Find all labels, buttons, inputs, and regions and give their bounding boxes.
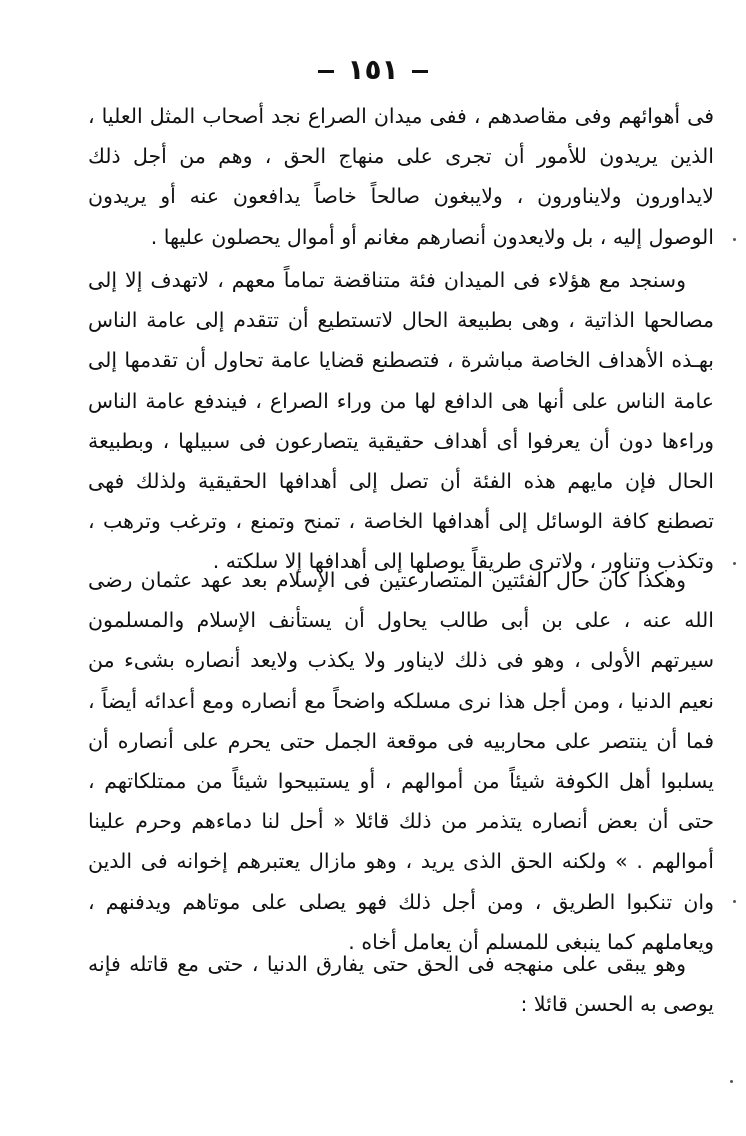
scan-speck xyxy=(733,562,736,565)
scan-speck xyxy=(733,238,736,241)
header-dash-right xyxy=(412,70,428,73)
page-number-header xyxy=(0,50,746,90)
scan-speck xyxy=(733,900,736,903)
scan-speck xyxy=(730,1080,733,1083)
header-dash-left xyxy=(318,70,334,73)
paragraph-text: وهكذا كان حال الفئتين المتصارعتين فى الإسلام بعد عهد عثمان رضى الله عنه ، على بن أبى طالب يحاول أن يستأنف الإسلام والمسلمون سيرتهم الأولى ، وهو فى ذلك لايناور ولا يكذب ولايعد أنصاره بشىء من نعيم الدنيا ، ومن أجل هذا نرى مسلكه واضحاً مع أنصاره ومع أعدائه أيضاً ، فما أن ينتصر على محاربيه فى موقعة الجمل حتى يحرم على أنصاره أن يسلبوا أهل الكوفة شيئاً من أموالهم ، أو يستبيحوا شيئاً من ممتلكاتهم ، حتى أن بعض أنصاره يتذمر من ذلك قائلا « أحل لنا دماءهم وحرم علينا أموالهم . » ولكنه الحق الذى يريد ، وهو مازال يعتبرهم إخوانه فى الدين وان تنكبوا الطريق ، ومن أجل ذلك فهو يصلى على موتاهم ويدفنهم ، ويعاملهم كما ينبغى للمسلم أن يعامل أخاه . xyxy=(88,568,714,954)
paragraph-2 xyxy=(88,260,714,582)
page-number: ١٥١ xyxy=(347,53,399,86)
paragraph-text: وسنجد مع هؤلاء فى الميدان فئة متناقضة تماماً معهم ، لاتهدف إلا إلى مصالحها الذاتية ، وهى بطبيعة الحال لاتستطيع أن تتقدم إلى عامة الناس بهـذه الأهداف الخاصة مباشرة ، فتصطنع قضايا عامة تحاول أن تقدمها إلى عامة الناس على أنها هى الدافع لها من وراء الصراع ، فيندفع عامة الناس وراءها دون أن يعرفوا أى أهداف حقيقية يتصارعون فى سبيلها ، وبطبيعة الحال فإن مايهم هذه الفئة أن تصل إلى أهدافها الحقيقية ولذلك فهى تصطنع كافة الوسائل إلى أهدافها الخاصة ، تمنح وتمنع ، وترغب وترهب ، وتكذب وتناور ، ولاترى طريقاً يوصلها إلى أهدافها إلا سلكته . xyxy=(88,268,714,574)
paragraph-3 xyxy=(88,560,714,962)
paragraph-1 xyxy=(88,96,714,257)
paragraph-4 xyxy=(88,944,714,1024)
paragraph-text: وهو يبقى على منهجه فى الحق حتى يفارق الدنيا ، حتى مع قاتله فإنه يوصى به الحسن قائلا : xyxy=(88,952,714,1017)
paragraph-text: فى أهوائهم وفى مقاصدهم ، ففى ميدان الصراع نجد أصحاب المثل العليا ، الذين يريدون للأمور أن تجرى على منهاج الحق ، وهم من أجل ذلك لايداورون ولايناورون ، ولايبغون صالحاً خاصاً يدافعون عنه أو يريدون الوصول إليه ، بل ولايعدون أنصارهم مغانم أو أموال يحصلون عليها . xyxy=(88,104,714,249)
